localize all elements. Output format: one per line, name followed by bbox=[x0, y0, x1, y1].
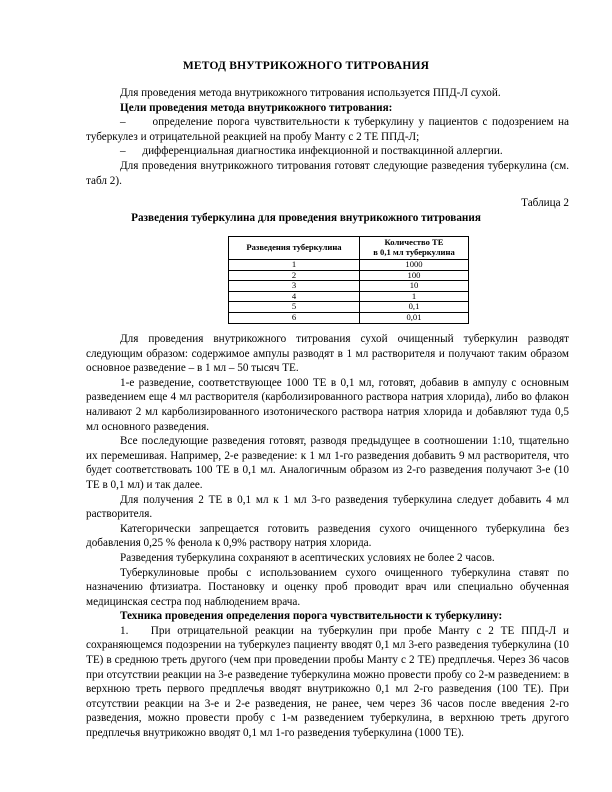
goal-item-1 bbox=[86, 115, 569, 144]
body-paragraph: Все последующие разведения готовят, разводя предыдущее в соотношении 1:10, тщательно их перемешивая. Например, 2-е разведение: к 1 мл 1-го разведения добавить 9 мл растворителя, что будет соответствовать 100 ТЕ в 0,1 мл. Аналогичным образом из 2-го разведения получают 3-е (10 ТЕ в 0,1 мл) и так далее. bbox=[86, 435, 569, 491]
table-row bbox=[229, 302, 469, 313]
table-cell-dilution: 5 bbox=[229, 302, 360, 313]
body-paragraph: 1-е разведение, соответствующее 1000 ТЕ в 0,1 мл, готовят, добавив в ампулу с основным разведением еще 4 мл растворителя (карболизированного раствора натрия хлорида), либо во флакон наливают 2 мл карболизированного изотонического раствора натрия хлорида и добавляют туда 0,5 мл основного разведения. bbox=[86, 376, 569, 433]
body-paragraph: Категорически запрещается готовить разведения сухого очищенного туберкулина без добавления 0,25 % фенола к 0,9% раствору натрия хлорида. bbox=[86, 522, 569, 550]
table-header-te-line1: Количество ТЕ bbox=[384, 237, 444, 248]
table-cell-te: 1 bbox=[360, 291, 469, 302]
dilution-table bbox=[228, 236, 469, 324]
table-cell-te: 10 bbox=[360, 281, 469, 292]
goals-heading: Цели проведения метода внутрикожного титрования: bbox=[120, 101, 393, 114]
table-cell-te: 0,1 bbox=[360, 302, 469, 313]
goal-text-2: дифференциальная диагностика инфекционной и поствакцинной аллергии. bbox=[142, 145, 503, 158]
technique-heading: Техника проведения определения порога чувствительности к туберкулину: bbox=[120, 610, 503, 623]
table-row bbox=[229, 260, 469, 271]
table-cell-dilution: 4 bbox=[229, 291, 360, 302]
technique-step-1: 1. При отрицательной реакции на туберкулин при пробе Манту с 2 ТЕ ППД-Л и сохраняющемся подозрении на туберкулез пациенту вводят 0,1 мл 3-его разведения туберкулина (10 ТЕ) в среднюю треть другого (чем при проведении пробы Манту с 2 ТЕ) предплечья. Через 36 часов при отсутствии реакции на 3-е разведение туберкулина можно провести пробу со 2-м разведением: в верхнюю треть первого предплечья вводят внутрикожно 0,1 мл 2-го разведения (100 ТЕ). При отсутствии реакции на 3-е и 2-е разведения, не ранее, чем через 36 часов после введения 2-го разведения, можно провести пробу с 1-м разведением туберкулина, в верхнюю треть другого предплечья внутрикожно вводят 0,1 мл 1-го разведения туберкулина (1000 ТЕ). bbox=[86, 624, 569, 740]
table-number: Таблица 2 bbox=[521, 197, 569, 209]
body-paragraph: Туберкулиновые пробы с использованием сухого очищенного туберкулина ставят по назначению фтизиатра. Постановку и оценку проб проводит врач или специально обученная медицинская сестра под наблюдением врача. bbox=[86, 566, 569, 608]
goal-dash-1: – bbox=[120, 116, 126, 129]
table-cell-dilution: 6 bbox=[229, 312, 360, 323]
table-cell-te: 1000 bbox=[360, 260, 469, 271]
intro-paragraph: Для проведения метода внутрикожного титрования используется ППД-Л сухой. bbox=[120, 87, 501, 99]
goal-item-2 bbox=[86, 144, 569, 159]
table-row bbox=[229, 291, 469, 302]
table-header-te-line2: в 0,1 мл туберкулина bbox=[373, 247, 455, 257]
goal-text-1: определение порога чувствительности к туберкулину у пациентов с подозрением на туберкулез и отрицательной реакцией на пробу Манту с 2 ТЕ ППД-Л; bbox=[86, 116, 569, 143]
table-header-dilution: Разведения туберкулина bbox=[229, 237, 360, 260]
table-cell-te: 0,01 bbox=[360, 312, 469, 323]
intro-section bbox=[86, 86, 569, 188]
table-header-row bbox=[229, 237, 469, 260]
table-cell-dilution: 3 bbox=[229, 281, 360, 292]
table-header-te bbox=[360, 237, 469, 260]
page-title: МЕТОД ВНУТРИКОЖНОГО ТИТРОВАНИЯ bbox=[182, 60, 430, 72]
body-paragraph: Для проведения внутрикожного титрования сухой очищенный туберкулин разводят следующим образом: содержимое ампулы разводят в 1 мл растворителя и получают таким образом основное разведение – в 1 мл – 50 тысяч ТЕ. bbox=[86, 333, 569, 375]
table-row bbox=[229, 312, 469, 323]
body-paragraph: Для получения 2 ТЕ в 0,1 мл к 1 мл 3-го разведения туберкулина следует добавить 4 мл растворителя. bbox=[86, 493, 569, 521]
body-section bbox=[86, 332, 569, 741]
table-cell-dilution: 2 bbox=[229, 270, 360, 281]
table-cell-te: 100 bbox=[360, 270, 469, 281]
intro-paragraph-2: Для проведения внутрикожного титрования готовят следующие разведения туберкулина (см. табл 2). bbox=[86, 159, 569, 187]
table-caption: Разведения туберкулина для проведения внутрикожного титрования bbox=[131, 212, 481, 224]
table-cell-dilution: 1 bbox=[229, 260, 360, 271]
goal-dash-2: – bbox=[120, 145, 126, 158]
table-row bbox=[229, 281, 469, 292]
body-paragraph: Разведения туберкулина сохраняют в асептических условиях не более 2 часов. bbox=[120, 551, 495, 564]
table-row bbox=[229, 270, 469, 281]
